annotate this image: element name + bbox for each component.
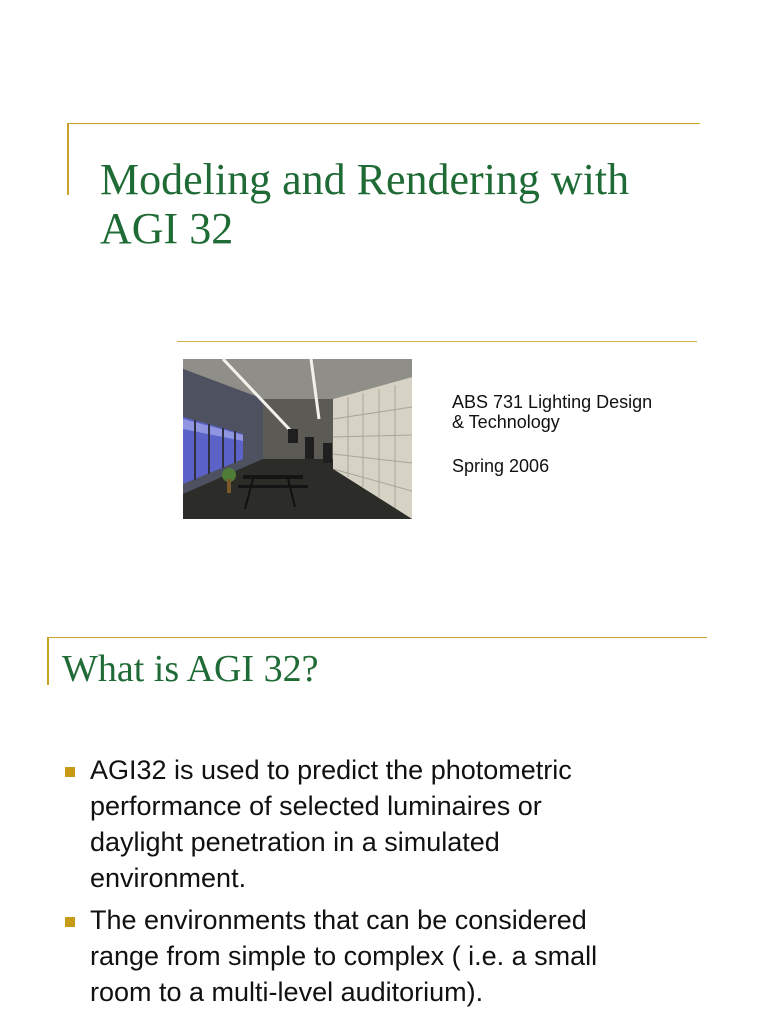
title-frame-left-rule: [47, 637, 49, 685]
bullet-list: [62, 752, 742, 1016]
subtitle-block: [452, 392, 712, 476]
square-bullet-icon: [65, 917, 75, 927]
slide-title: [100, 155, 629, 254]
course-name-line-1: ABS 731 Lighting Design: [452, 392, 653, 412]
title-frame-left-rule: [67, 123, 69, 195]
slide-title-line-2: AGI 32: [100, 204, 234, 254]
subtitle-divider: [177, 341, 697, 342]
title-frame-top-rule: [67, 123, 700, 124]
bullet-item: AGI32 is used to predict the photometric performance of selected luminaires or daylight penetration in a simulated environment.: [62, 752, 742, 896]
course-name-line-2: & Technology: [452, 412, 560, 432]
term-label: Spring 2006: [452, 456, 550, 476]
title-frame-top-rule: [47, 637, 707, 638]
slide-title-line-1: Modeling and Rendering with: [100, 155, 630, 204]
rendered-office-image: [183, 359, 412, 519]
bullet-item: The environments that can be considered range from simple to complex ( i.e. a small room to a multi-level auditorium).: [62, 902, 742, 1010]
square-bullet-icon: [65, 767, 75, 777]
slide-title: What is AGI 32?: [62, 648, 319, 690]
rendered-office-illustration: [183, 359, 412, 519]
